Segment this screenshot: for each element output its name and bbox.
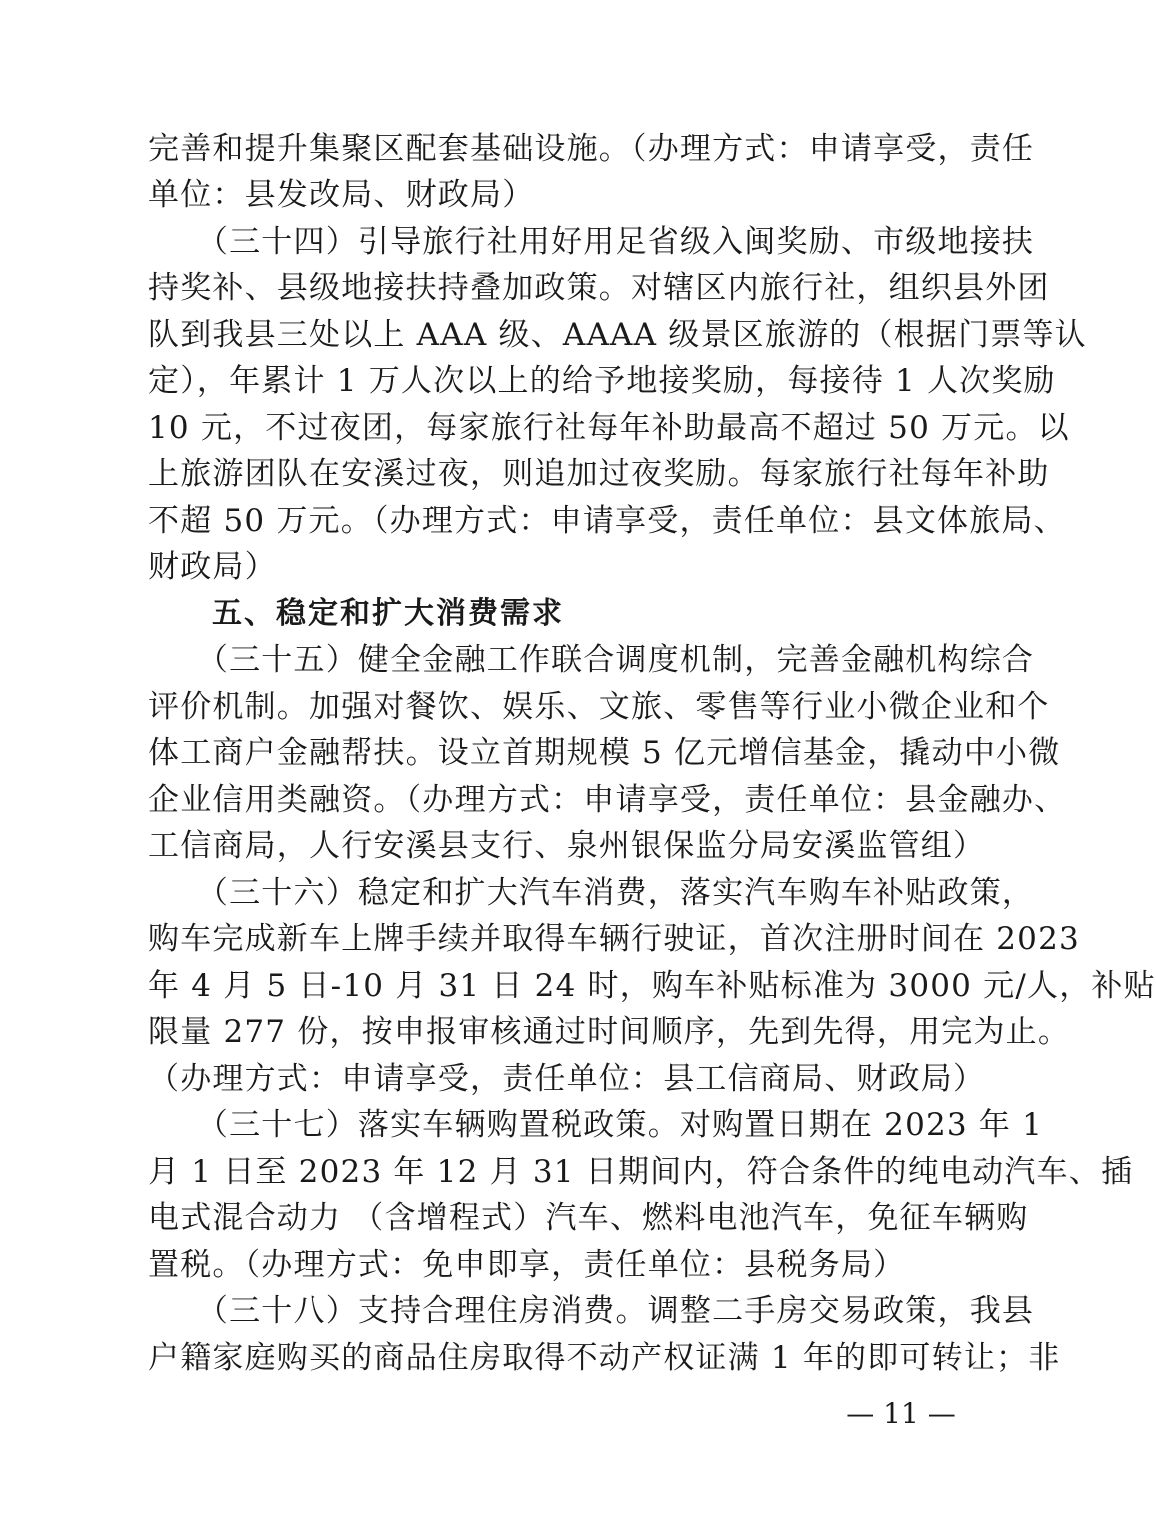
text-line: （三十四）引导旅行社用好用足省级入闽奖励、市级地接扶 (148, 224, 1035, 260)
page-number: — 11 — (846, 1397, 956, 1430)
text-line: 年 4 月 5 日-10 月 31 日 24 时，购车补贴标准为 3000 元/人，补贴 (148, 968, 1156, 1004)
text-line: 置税。（办理方式：免申即享，责任单位：县税务局） (148, 1247, 906, 1283)
text-line: 持奖补、县级地接扶持叠加政策。对辖区内旅行社，组织县外团 (148, 270, 1050, 306)
text-line: （三十六）稳定和扩大汽车消费，落实汽车购车补贴政策， (148, 875, 1035, 911)
text-line: 月 1 日至 2023 年 12 月 31 日期间内，符合条件的纯电动汽车、插 (148, 1154, 1134, 1190)
text-line: 评价机制。加强对餐饮、娱乐、文旅、零售等行业小微企业和个 (148, 689, 1050, 725)
text-line: 10 元，不过夜团，每家旅行社每年补助最高不超过 50 万元。以 (148, 410, 1070, 446)
text-line: 队到我县三处以上 AAA 级、AAAA 级景区旅游的（根据门票等认 (148, 317, 1087, 353)
text-line: 户籍家庭购买的商品住房取得不动产权证满 1 年的即可转让；非 (148, 1340, 1061, 1376)
text-line: 上旅游团队在安溪过夜，则追加过夜奖励。每家旅行社每年补助 (148, 456, 1050, 492)
text-line: 购车完成新车上牌手续并取得车辆行驶证，首次注册时间在 2023 (148, 921, 1080, 957)
text-line: 单位：县发改局、财政局） (148, 177, 535, 213)
text-line: 工信商局，人行安溪县支行、泉州银保监分局安溪监管组） (148, 828, 986, 864)
text-line: 企业信用类融资。（办理方式：申请享受，责任单位：县金融办、 (148, 782, 1067, 818)
text-line: 不超 50 万元。（办理方式：申请享受，责任单位：县文体旅局、 (148, 503, 1066, 539)
text-line: 体工商户金融帮扶。设立首期规模 5 亿元增信基金，撬动中小微 (148, 735, 1061, 771)
text-line: 财政局） (148, 549, 277, 585)
text-line: 完善和提升集聚区配套基础设施。（办理方式：申请享受，责任 (148, 131, 1035, 167)
text-line: 限量 277 份，按申报审核通过时间顺序，先到先得，用完为止。 (148, 1014, 1071, 1050)
text-line: （三十八）支持合理住房消费。调整二手房交易政策，我县 (148, 1293, 1035, 1329)
text-line: （三十七）落实车辆购置税政策。对购置日期在 2023 年 1 (148, 1107, 1044, 1143)
section-heading: 五、稳定和扩大消费需求 (148, 596, 564, 631)
text-line: （三十五）健全金融工作联合调度机制，完善金融机构综合 (148, 642, 1035, 678)
text-line: 电式混合动力 （含增程式）汽车、燃料电池汽车，免征车辆购 (148, 1200, 1029, 1236)
text-line: 定），年累计 1 万人次以上的给予地接奖励，每接待 1 人次奖励 (148, 363, 1056, 399)
text-line: （办理方式：申请享受，责任单位：县工信商局、财政局） (148, 1061, 986, 1097)
